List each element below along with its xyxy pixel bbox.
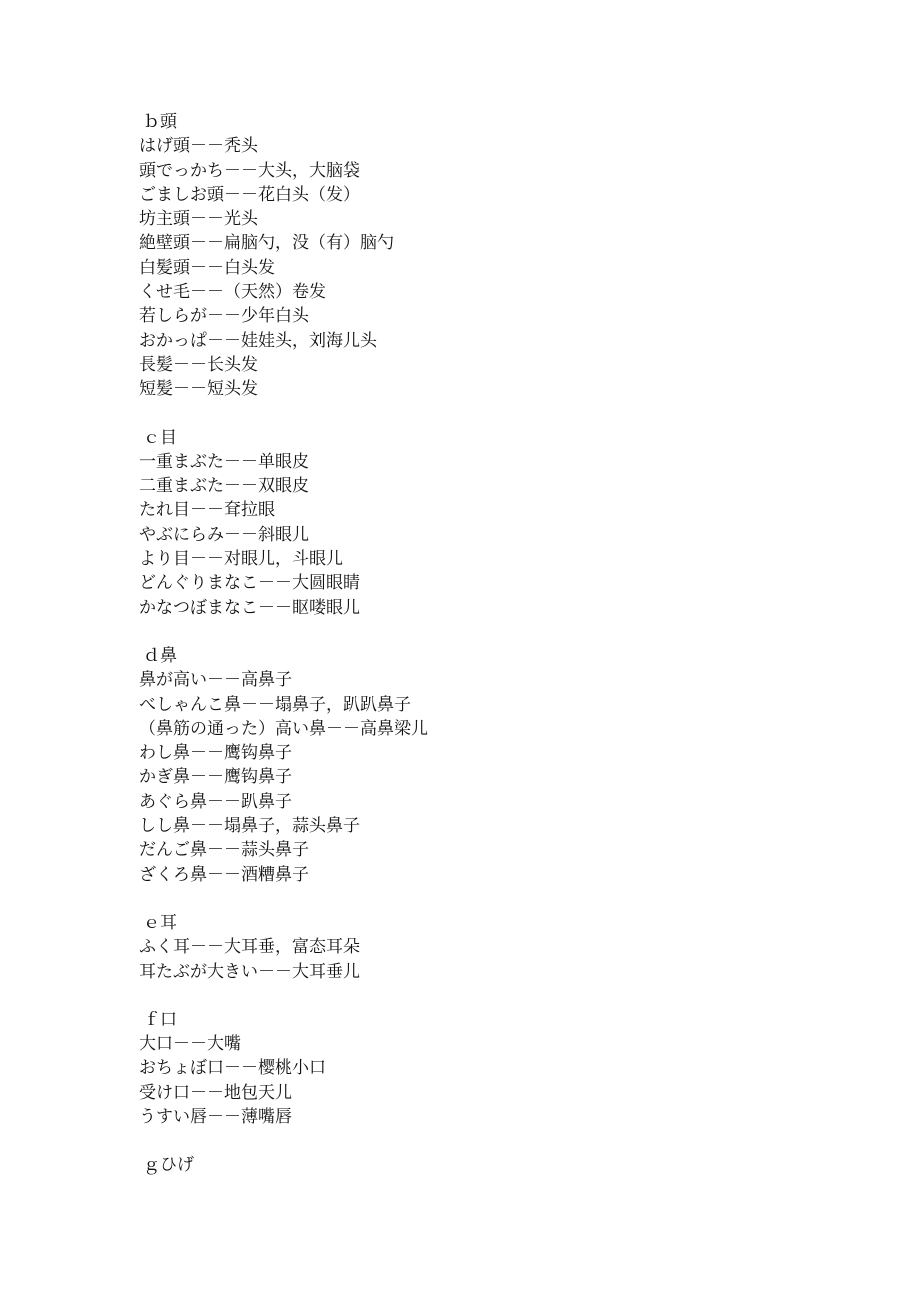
section-heading: ｃ目 bbox=[143, 427, 177, 448]
vocab-line: ごましお頭－－花白头（发） bbox=[139, 184, 360, 205]
vocab-line: おちょぼ口－－樱桃小口 bbox=[139, 1058, 326, 1079]
vocab-line: 若しらが－－少年白头 bbox=[139, 306, 309, 327]
vocab-line: おかっぱ－－娃娃头，刘海儿头 bbox=[139, 330, 377, 351]
document-page bbox=[139, 110, 839, 1202]
section-beard bbox=[139, 1153, 839, 1177]
vocab-line: 短髪－－短头发 bbox=[139, 379, 258, 400]
vocab-line: 受け口－－地包天儿 bbox=[139, 1082, 292, 1103]
vocab-line: 二重まぶた－－双眼皮 bbox=[139, 476, 309, 497]
vocab-line: 坊主頭－－光头 bbox=[139, 209, 258, 230]
vocab-line: だんご鼻－－蒜头鼻子 bbox=[139, 840, 309, 861]
section-heading: ｅ耳 bbox=[143, 912, 177, 933]
section-heading: ｂ頭 bbox=[143, 112, 177, 132]
section-eyes bbox=[139, 426, 839, 620]
vocab-line: 頭でっかち－－大头，大脑袋 bbox=[139, 160, 360, 181]
section-nose bbox=[139, 644, 839, 887]
vocab-line: べしゃんこ鼻－－塌鼻子，趴趴鼻子 bbox=[139, 694, 411, 715]
vocab-line: どんぐりまなこ－－大圆眼睛 bbox=[139, 573, 360, 594]
vocab-line: ざくろ鼻－－酒糟鼻子 bbox=[139, 864, 309, 885]
vocab-line: 白髪頭－－白头发 bbox=[139, 257, 275, 278]
section-mouth bbox=[139, 1008, 839, 1129]
vocab-line: たれ目－－耷拉眼 bbox=[139, 500, 275, 521]
section-heading: ｆ口 bbox=[143, 1009, 177, 1030]
vocab-line: より目－－对眼儿，斗眼儿 bbox=[139, 549, 343, 570]
vocab-line: やぶにらみ－－斜眼儿 bbox=[139, 524, 309, 545]
vocab-line: （鼻筋の通った）高い鼻－－高鼻梁儿 bbox=[139, 718, 428, 739]
vocab-line: かなつぼまなこ－－眍喽眼儿 bbox=[139, 597, 360, 618]
vocab-line: 耳たぶが大きい－－大耳垂儿 bbox=[139, 961, 360, 982]
section-heading: ｇひげ bbox=[143, 1155, 194, 1176]
vocab-line: 絶壁頭－－扁脑勺，没（有）脑勺 bbox=[139, 233, 394, 254]
vocab-line: かぎ鼻－－鹰钩鼻子 bbox=[139, 767, 292, 788]
vocab-line: ふく耳－－大耳垂，富态耳朵 bbox=[139, 937, 360, 958]
section-heading: ｄ鼻 bbox=[143, 645, 177, 666]
vocab-line: はげ頭－－秃头 bbox=[139, 136, 258, 157]
vocab-line: うすい唇－－薄嘴唇 bbox=[139, 1106, 292, 1127]
vocab-line: くせ毛－－（天然）卷发 bbox=[139, 282, 326, 303]
vocab-line: 鼻が高い－－高鼻子 bbox=[139, 670, 292, 691]
vocab-line: わし鼻－－鹰钩鼻子 bbox=[139, 743, 292, 764]
vocab-line: しし鼻－－塌鼻子，蒜头鼻子 bbox=[139, 816, 360, 837]
vocab-line: あぐら鼻－－趴鼻子 bbox=[139, 791, 292, 812]
vocab-line: 長髪－－长头发 bbox=[139, 354, 258, 375]
section-ears bbox=[139, 911, 839, 984]
vocab-line: 大口－－大嘴 bbox=[139, 1034, 241, 1055]
section-head bbox=[139, 110, 839, 402]
vocab-line: 一重まぶた－－单眼皮 bbox=[139, 451, 309, 472]
